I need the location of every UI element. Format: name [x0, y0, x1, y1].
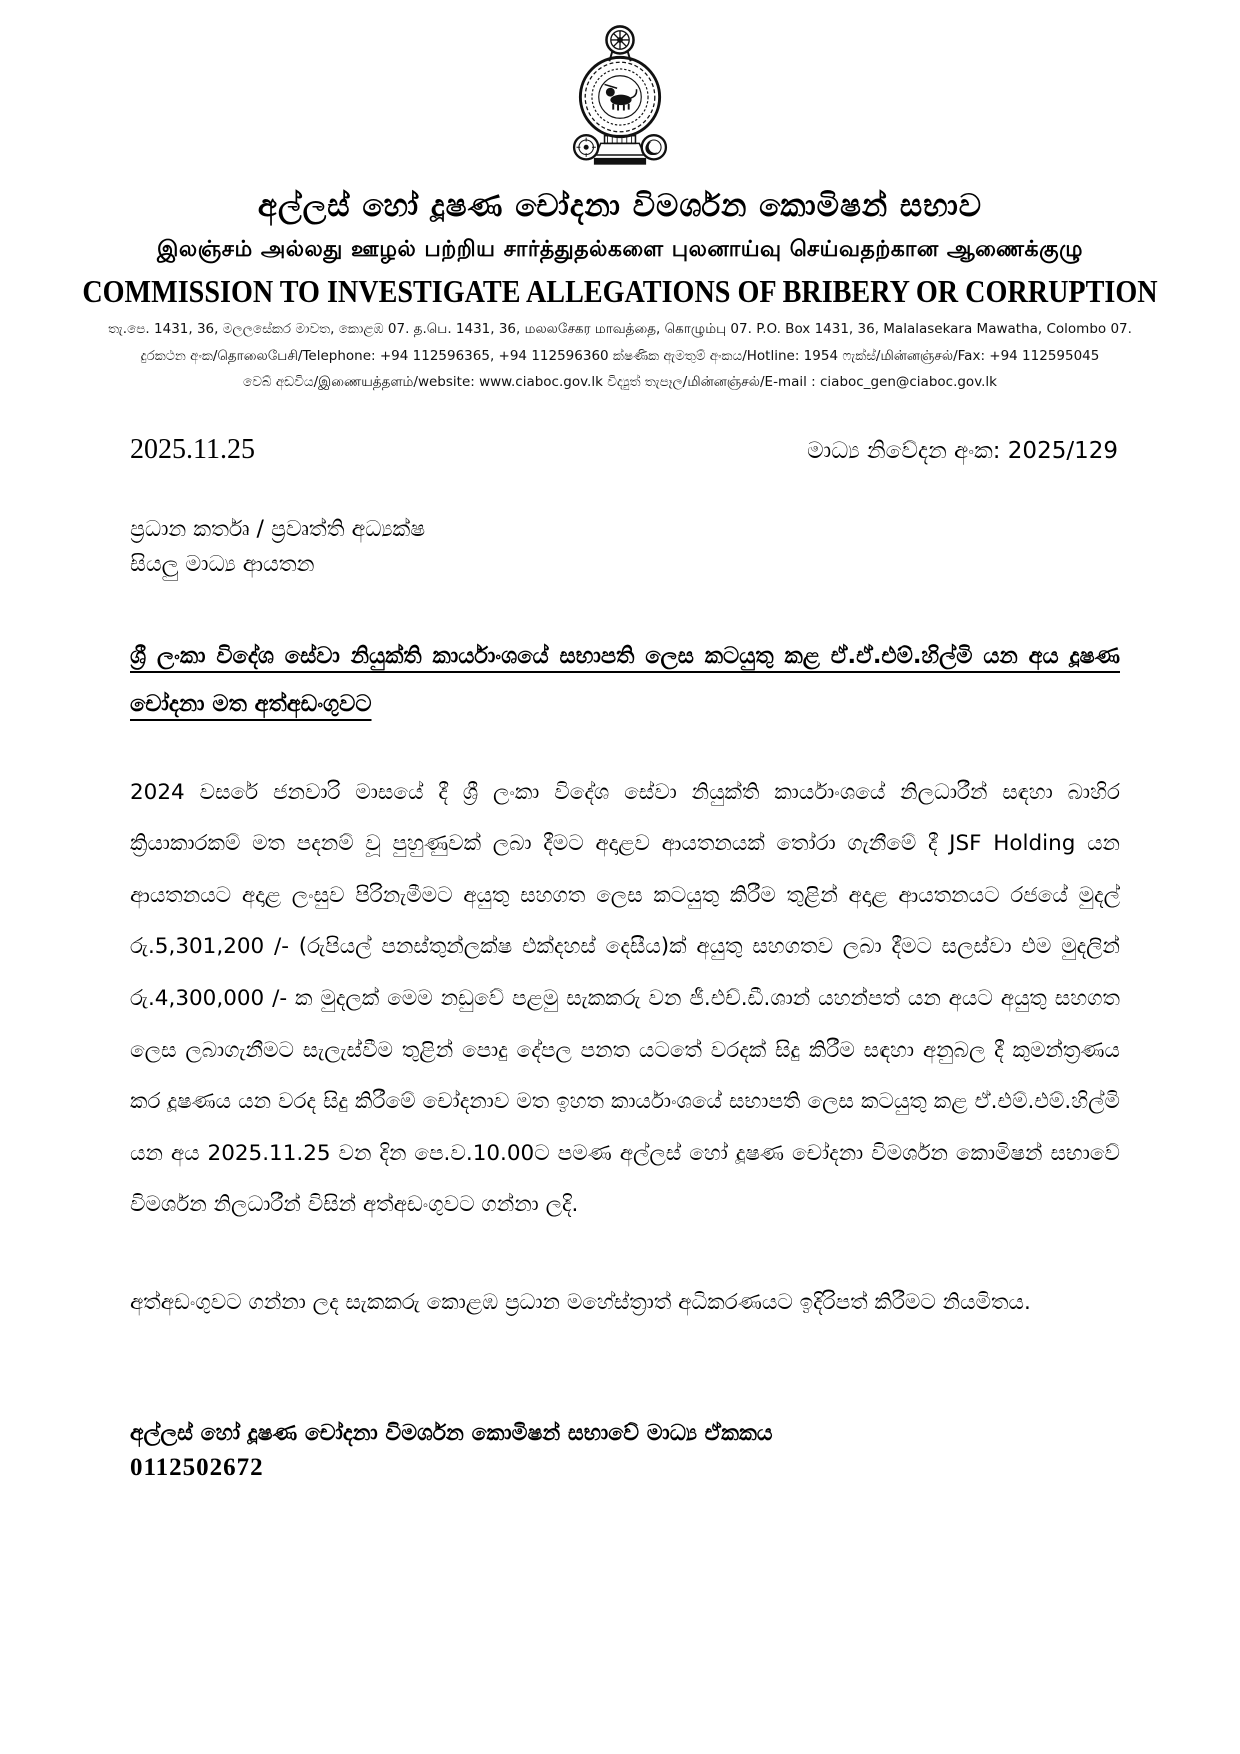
recipient-line-1: ප්‍රධාන කර්තෘ / ප්‍රවෘත්ති අධ්‍යක්ෂ: [130, 516, 426, 542]
body-paragraph-1: 2024 වසරේ ජනවාරි මාසයේ දී ශ්‍රී ලංකා විදේශ සේවා නියුක්ති කාර්යාංශයේ නිලධාරීන් සඳහා බාහිර ක්‍රියාකාරකම් මත පදනම් වූ පුහුණුවක් ලබා දීමට අදාළව ආයතනයක් තෝරා ගැනීමේ දී JSF Holding යන ආයතනයට අදාළ ලංසුව පිරිනැමීමට අයුතු සහගත ලෙස කටයුතු කිරීම තුළින් අදාළ ආයතනයට රජයේ මුදල් රු.5,301,200 /- (රුපියල් පනස්තුන්ලක්ෂ එක්දහස් දෙසීය)ක් අයුතු සහගතව ලබා දීමට සලස්වා එම මුදලින් රු.4,300,000 /- ක මුදලක් මෙම නඩුවේ පළමු සැකකරු වන ජී.එච්.ඩී.ශාන් යහන්පත් යන අයට අයුතු සහගත ලෙස ලබාගැනීමට සැලැස්වීම තුළින් පොදු දේපල පනත යටතේ වරදක් සිදු කිරීම සඳහා අනුබල දී කුමන්ත්‍රණය කර දූෂණය යන වරද සිදු කිරීමේ චෝදනාව මත ඉහත කාර්යාංශයේ සභාපති ලෙස කටයුතු කළ ඒ.එම්.එම්.හිල්මි යන අය 2025.11.25 වන දින පෙ.ව.10.00ට පමණ අල්ලස් හෝ දූෂණ චෝදනා විමර්ශන කොමිෂන් සභාවේ විමර්ශන නිලධාරීන් විසින් අත්අඩංගුවට ගන්නා ලදි.: [130, 779, 1120, 1218]
meta-row: [130, 434, 1118, 466]
letterhead: [0, 0, 1240, 390]
commission-title-english: [0, 273, 1240, 310]
media-unit-phone: 0112502672: [130, 1453, 264, 1481]
phone-fax-line: දුරකථන අංක/தொலைபேசி/Telephone: +94 112596365, +94 112596360 ක්ෂණික ඇමතුම් අංකය/Hotline: 1954 ෆැක්ස්/மின்னஞ்சல்/Fax: +94 112595045: [140, 347, 1100, 364]
body-paragraph-2: අත්අඩංගුවට ගන්නා ලද සැකකරු කොළඹ ප්‍රධාන මහේස්ත්‍රාත් අධිකරණයට ඉදිරිපත් කිරීමට නියමිතය.: [130, 1289, 1031, 1315]
signature-block: [130, 1421, 1120, 1482]
recipient-line-2: සියලු මාධ්‍ය ආයතන: [130, 551, 315, 577]
press-release-number: මාධ්‍ය නිවේදන අංක: 2025/129: [807, 437, 1118, 464]
commission-title-english-text: COMMISSION TO INVESTIGATE ALLEGATIONS OF BRIBERY OR CORRUPTION: [82, 273, 1158, 309]
document-date: 2025.11.25: [130, 433, 255, 465]
recipient-block: [130, 512, 1120, 582]
address-line: තැ.පෙ. 1431, 36, මලලසේකර මාවත, කොළඹ 07. த.பெ. 1431, 36, மலலசேகர மாவத்தை, கொழும்பு 07. P.O. Box 1431, 36, Malalasekara Mawatha, Colombo 07.: [108, 321, 1132, 337]
media-unit-name: අල්ලස් හෝ දූෂණ චෝදනා විමර්ශන කොමිෂන් සභාවේ මාධ්‍ය ඒකකය: [130, 1420, 773, 1446]
commission-title-sinhala: අල්ලස් හෝ දූෂණ චෝදනා විමර්ශන කොමිෂන් සභාව: [257, 188, 983, 224]
commission-title-tamil: இலஞ்சம் அல்லது ஊழல் பற்றிய சார்த்துதல்களை புலனாய்வு செய்வதற்கான ஆணைக்குழு: [157, 237, 1083, 262]
website-email-line: වෙබ් අඩවිය/இணையத்தளம்/website: www.ciaboc.gov.lk විද්‍යුත් තැපෑල/மின்னஞ்சல்/E-mail : ciaboc_gen@ciaboc.gov.lk: [243, 374, 997, 390]
contact-block: [0, 323, 1240, 390]
subject-heading: ශ්‍රී ලංකා විදේශ සේවා නියුක්ති කාර්යාංශයේ සභාපති ලෙස කටයුතු කළ ඒ.ඒ.එම්.හිල්මි යන අය දූෂණ චෝදනා මත අත්අඩංගුවට: [130, 642, 1120, 718]
sri-lanka-emblem-icon: [562, 22, 678, 172]
